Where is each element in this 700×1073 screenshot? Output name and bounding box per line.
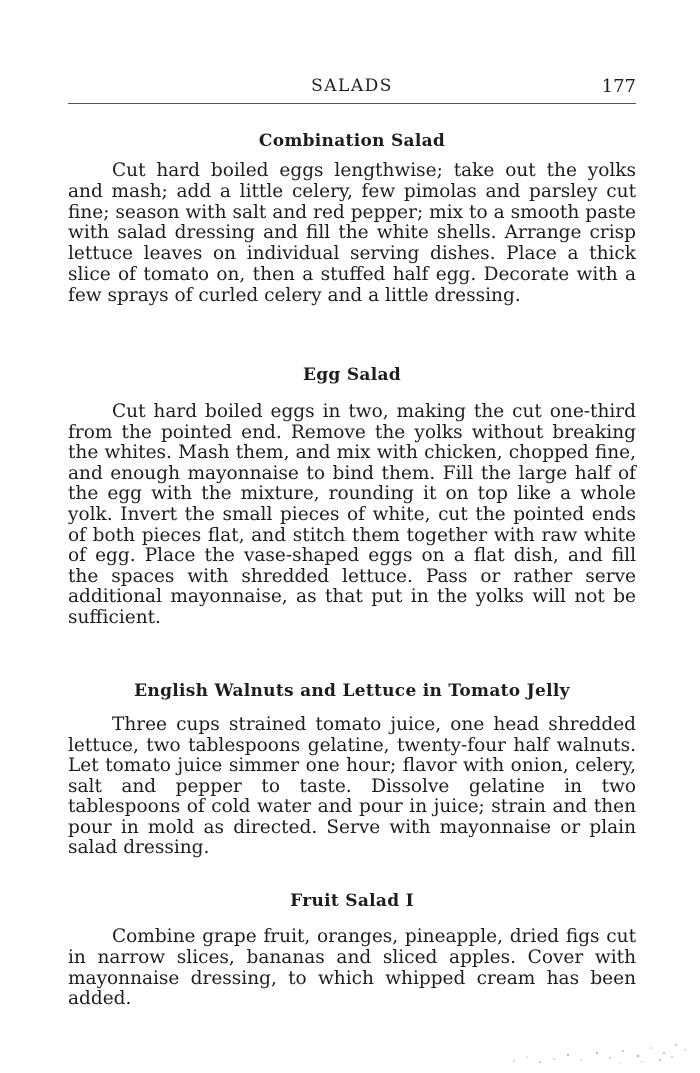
header-rule <box>68 103 636 104</box>
section-title-combination-salad: Combination Salad <box>258 131 446 151</box>
recipe-body-egg-salad: Cut hard boiled eggs in two, making the cut one-third from the pointed end. Remove the yolks without breaking the whites. Mash them, and mix with chicken, chopped fine, and enough mayonnaise to bind them. Fill the large half of the egg with the mixture, rounding it on top like a whole yolk. Invert the small pieces of white, cut the pointed ends of both pieces flat, and stitch them together with raw white of egg. Place the vase-shaped eggs on a flat dish, and fill the spaces with shredded lettuce. Pass or rather serve additional mayonnaise, as that put in the yolks will not be sufficient. <box>68 401 636 628</box>
page-number: 177 <box>601 76 636 97</box>
running-title: SALADS <box>311 76 393 96</box>
print-speckle-decoration <box>502 1035 692 1067</box>
section-title-egg-salad: Egg Salad <box>302 365 401 385</box>
section-title-english-walnuts: English Walnuts and Lettuce in Tomato Jelly <box>134 681 570 701</box>
recipe-body-fruit-salad: Combine grape fruit, oranges, pineapple, dried figs cut in narrow slices, bananas and sliced apples. Cover with mayonnaise dressing, to which whipped cream has been added. <box>68 926 636 1010</box>
recipe-body-combination-salad: Cut hard boiled eggs lengthwise; take out the yolks and mash; add a little celery, few pimolas and parsley cut fine; season with salt and red pepper; mix to a smooth paste with salad dressing and fill the white shells. Arrange crisp lettuce leaves on individual serving dishes. Place a thick slice of tomato on, then a stuffed half egg. Decorate with a few sprays of curled celery and a little dressing. <box>68 160 636 306</box>
section-title-fruit-salad: Fruit Salad I <box>290 891 414 911</box>
recipe-body-english-walnuts: Three cups strained tomato juice, one head shredded lettuce, two tablespoons gelatine, twenty-four half walnuts. Let tomato juice simmer one hour; flavor with onion, celery, salt and pepper to taste. Dissolve gelatine in two tablespoons of cold water and pour in juice; strain and then pour in mold as directed. Serve with mayonnaise or plain salad dressing. <box>68 714 636 858</box>
page-header <box>68 76 636 102</box>
